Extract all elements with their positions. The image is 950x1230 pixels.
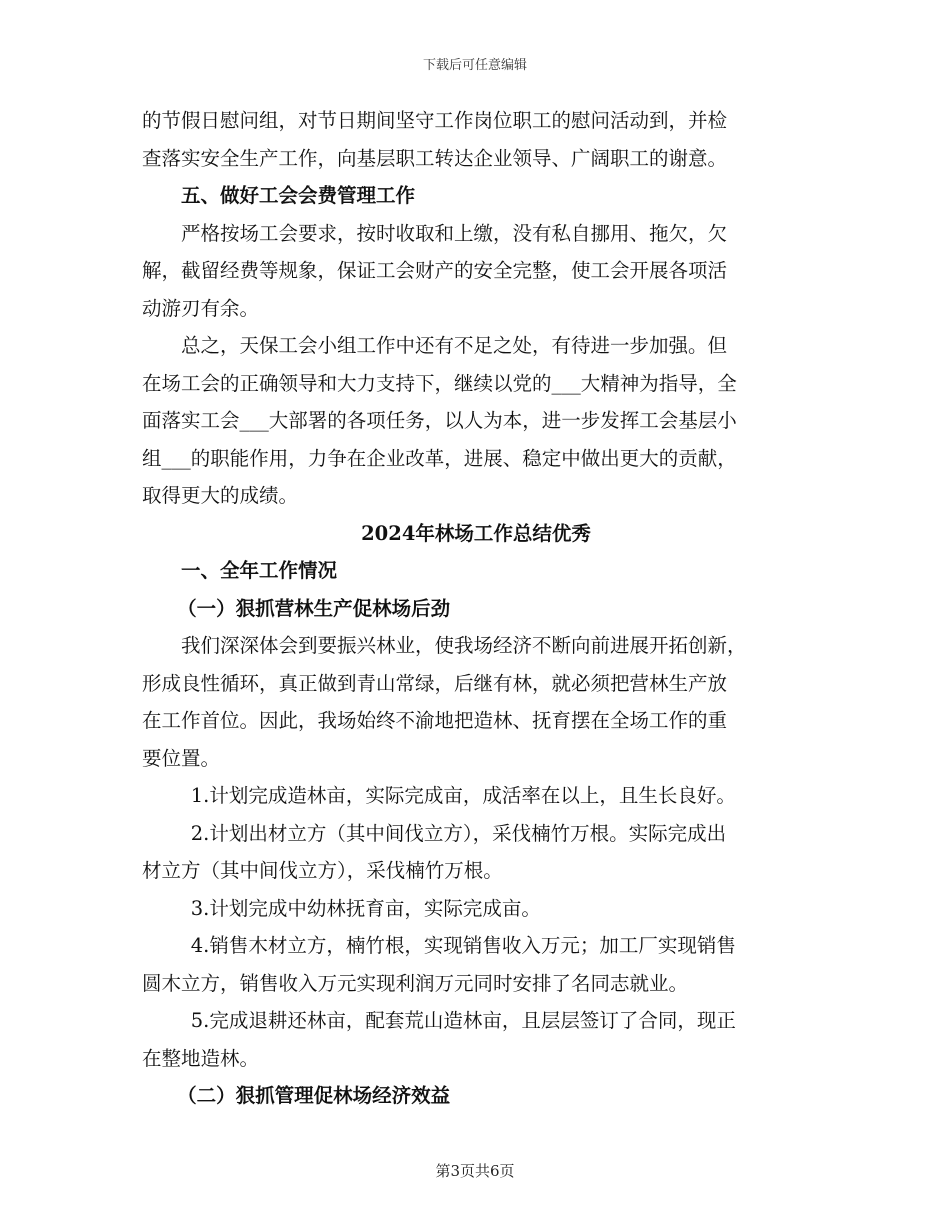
paragraph-line: 取得更大的成绩。 xyxy=(142,484,299,507)
list-item: 3.计划完成中幼林抚育亩，实际完成亩。 xyxy=(190,896,541,920)
paragraph-line: 解，截留经费等规象，保证工会财产的安全完整，使工会开展各项活 xyxy=(142,259,728,282)
paragraph-line: 要位置。 xyxy=(142,746,221,770)
paragraph-line: 动游刃有余。 xyxy=(142,296,260,320)
paragraph-line: 的节假日慰问组，对节日期间坚守工作岗位职工的慰问活动到，并检 xyxy=(142,109,728,132)
section-heading: 五、做好工会会费管理工作 xyxy=(181,184,416,207)
paragraph-line: 组___的职能作用，力争在企业改革，进展、稳定中做出更大的贡献， xyxy=(142,446,737,470)
paragraph-line: 面落实工会___大部署的各项任务，以人为本，进一步发挥工会基层小 xyxy=(142,409,737,432)
section-heading: 一、全年工作情况 xyxy=(181,559,338,582)
page-footer: 第3页共6页 xyxy=(435,1162,515,1180)
paragraph-line: 总之，天保工会小组工作中还有不足之处，有待进一步加强。但 xyxy=(181,334,728,357)
document-title: 2024年林场工作总结优秀 xyxy=(361,521,591,545)
subsection-heading: （一）狠抓营林生产促林场后劲 xyxy=(177,596,451,620)
list-item: 2.计划出材立方（其中间伐立方），采伐楠竹万根。实际完成出 xyxy=(190,821,727,845)
list-item: 4.销售木材立方，楠竹根，实现销售收入万元；加工厂实现销售 xyxy=(190,934,736,957)
paragraph-line: 查落实安全生产工作，向基层职工转达企业领导、广阔职工的谢意。 xyxy=(142,146,728,170)
document-body xyxy=(142,102,810,1115)
subsection-heading: （二）狠抓管理促林场经济效益 xyxy=(177,1084,451,1107)
list-item: 1.计划完成造林亩，实际完成亩，成活率在以上，且生长良好。 xyxy=(190,784,736,807)
paragraph-line: 在整地造林。 xyxy=(142,1046,260,1070)
paragraph-line: 圆木立方，销售收入万元实现利润万元同时安排了名同志就业。 xyxy=(142,971,689,995)
paragraph-line: 我们深深体会到要振兴林业，使我场经济不断向前进展开拓创新， xyxy=(181,634,747,657)
paragraph-line: 在场工会的正确领导和大力支持下，继续以党的___大精神为指导，全 xyxy=(142,371,737,395)
paragraph-line: 材立方（其中间伐立方），采伐楠竹万根。 xyxy=(142,859,503,882)
paragraph-line: 严格按场工会要求，按时收取和上缴，没有私自挪用、拖欠，欠 xyxy=(181,221,728,245)
paragraph-line: 在工作首位。因此，我场始终不渝地把造林、抚育摆在全场工作的重 xyxy=(142,709,728,732)
page-header: 下载后可任意编辑 xyxy=(422,58,527,73)
paragraph-line: 形成良性循环，真正做到青山常绿，后继有林，就必须把营林生产放 xyxy=(142,671,728,695)
list-item: 5.完成退耕还林亩，配套荒山造林亩，且层层签订了合同，现正 xyxy=(190,1009,736,1032)
